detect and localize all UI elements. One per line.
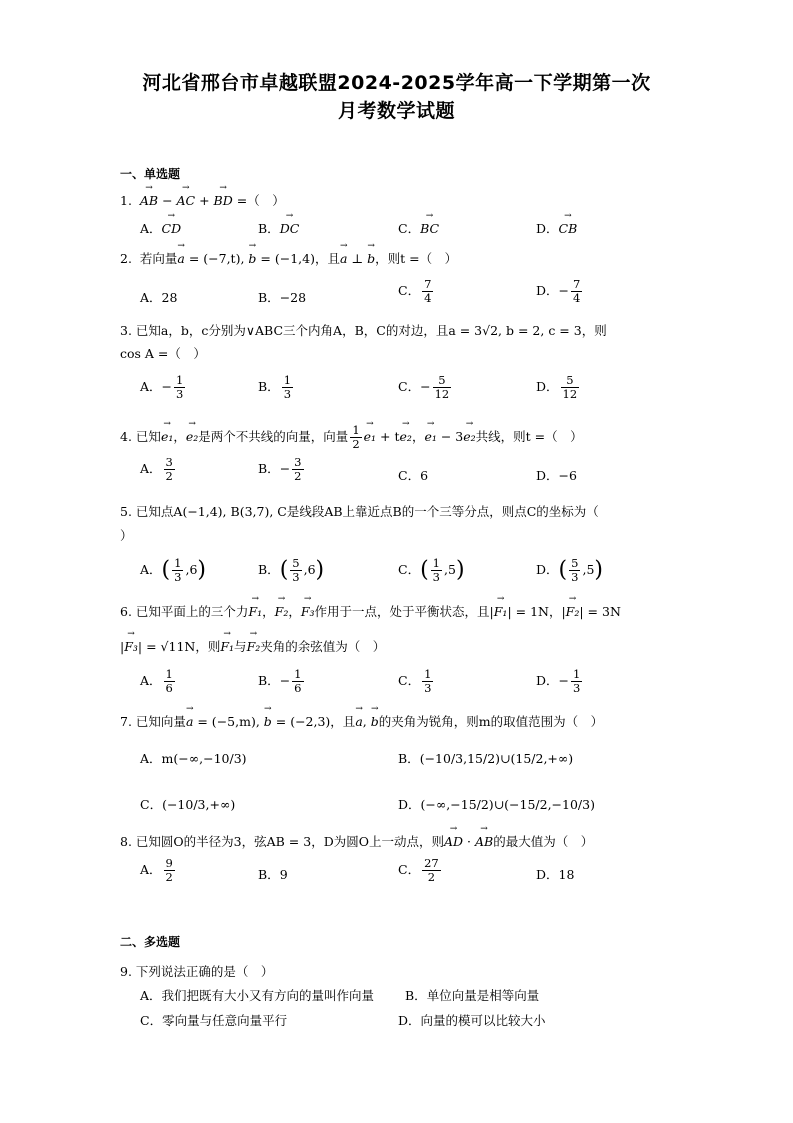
q1-option-c[interactable]: C．→ BC [398,220,439,238]
q9-option-c[interactable]: C．零向量与任意向量平行 [140,1013,288,1028]
question-8: 8. 已知圆O的半径为3，弦AB = 3，D为圆O上一动点，则→ AD · → AB的最大值为（ ） [120,833,680,851]
question-3-line2: cos A =（ ） [120,346,206,361]
q9-option-d[interactable]: D．向量的模可以比较大小 [398,1013,546,1028]
question-2: 2. 若向量→ a = (−7,t), → b = (−1,4)，且→ a ⊥ → b，则t =（ ） [120,250,680,268]
question-5-line2: ） [120,528,133,543]
q7-option-c[interactable]: C．(−10/3,+∞) [140,797,236,812]
q6-option-b[interactable]: B．− $\frac{1}{6}$ [258,667,302,695]
q2-option-c[interactable]: C． $\frac{7}{4}$ [398,277,432,305]
q1-option-d[interactable]: D．→ CB [536,220,577,238]
q3-option-d[interactable]: D． $\frac{5}{12}$ [536,373,578,401]
question-7: 7. 已知向量→ a = (−5,m), → b = (−2,3)，且→ a, → b的夹角为锐角，则m的取值范围为（ ） [120,713,680,731]
question-5-line1: 5. 已知点A(−1,4), B(3,7), C是线段AB上靠近点B的一个三等分点，则点C的坐标为（ [120,504,599,519]
q9-option-b[interactable]: B．单位向量是相等向量 [405,988,540,1003]
q8-option-a[interactable]: A． $\frac{9}{2}$ [140,856,173,884]
q8-option-c[interactable]: C． $\frac{27}{2}$ [398,856,439,884]
q9-option-a[interactable]: A．我们把既有大小又有方向的量叫作向量 [140,988,375,1003]
question-4: 4. 已知→ e₁，→ e₂是两个不共线的向量，向量 $\frac{1}{2}$ → e₁ + t→ e₂，→ e₁ − 3→ e₂共线，则t =（ ） [120,424,680,451]
q3-option-c[interactable]: C．− $\frac{5}{12}$ [398,373,450,401]
vector-term: → AB [140,192,158,210]
q7-option-b[interactable]: B．(−10/3,15/2)∪(15/2,+∞) [398,751,574,766]
section-single-choice: 一、单选题 [120,167,181,181]
q8-option-b[interactable]: B．9 [258,867,288,882]
q2-option-d[interactable]: D．− $\frac{7}{4}$ [536,277,581,305]
q5-option-b[interactable]: B．( $\frac{5}{3}$ ,6) [258,556,325,584]
q4-option-b[interactable]: B．− $\frac{3}{2}$ [258,455,302,483]
q1-option-b[interactable]: B．→ DC [258,220,299,238]
q5-option-c[interactable]: C．( $\frac{1}{3}$ ,5) [398,556,465,584]
q6-option-a[interactable]: A． $\frac{1}{6}$ [140,667,173,695]
vector-term: → BD [214,192,233,210]
q4-option-a[interactable]: A． $\frac{3}{2}$ [140,455,173,483]
q4-option-d[interactable]: D．−6 [536,468,577,483]
q3-option-b[interactable]: B． $\frac{1}{3}$ [258,373,292,401]
q2-option-b[interactable]: B．−28 [258,290,307,305]
q1-option-a[interactable]: A．→ CD [140,220,181,238]
section-multiple-choice: 二、多选题 [120,935,181,949]
q6-option-d[interactable]: D．− $\frac{1}{3}$ [536,667,581,695]
q5-option-a[interactable]: A．( $\frac{1}{3}$ ,6) [140,556,206,584]
q3-option-a[interactable]: A．− $\frac{1}{3}$ [140,373,184,401]
question-6-line2: |→ F₃| = √11N，则→ F₁与→ F₂夹角的余弦值为（ ） [120,638,680,656]
q7-option-a[interactable]: A．m(−∞,−10/3) [140,751,247,766]
question-3-line1: 3. 已知a，b，c分别为∨ABC三个内角A，B，C的对边，且a = 3√2, b = 2, c = 3，则 [120,323,607,338]
q2-option-a[interactable]: A．28 [140,290,178,305]
q8-option-d[interactable]: D．18 [536,867,575,882]
page-title-line1: 河北省邢台市卓越联盟2024-2025学年高一下学期第一次 [142,72,651,94]
page-title-line2: 月考数学试题 [337,100,455,122]
question-6-line1: 6. 已知平面上的三个力→ F₁，→ F₂，→ F₃作用于一点，处于平衡状态，且|→ F₁| = 1N，|→ F₂| = 3N [120,603,680,621]
q7-option-d[interactable]: D．(−∞,−15/2)∪(−15/2,−10/3) [398,797,595,812]
q4-option-c[interactable]: C．6 [398,468,429,483]
q6-option-c[interactable]: C． $\frac{1}{3}$ [398,667,432,695]
vector-term: → AC [177,192,196,210]
question-1: 1. → AB − → AC + → BD =（ ） [120,192,680,210]
question-9: 9. 下列说法正确的是（ ） [120,964,274,979]
q5-option-d[interactable]: D．( $\frac{5}{3}$ ,5) [536,556,603,584]
